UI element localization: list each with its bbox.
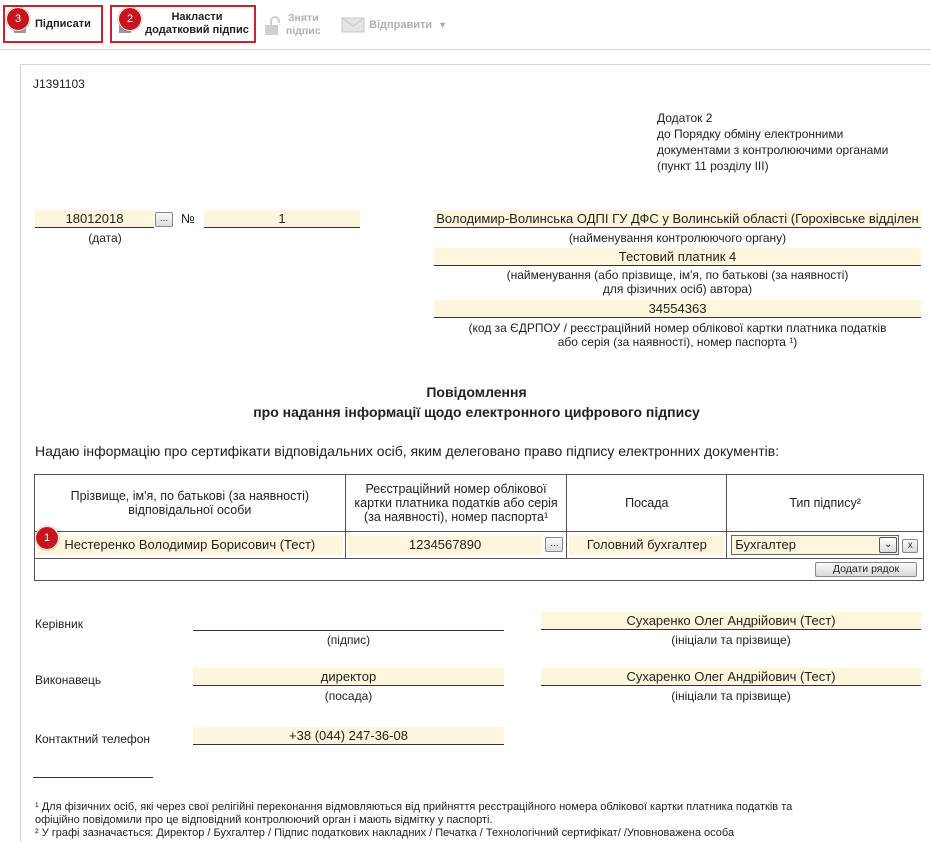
- phone-label: Контактний телефон: [35, 732, 151, 746]
- add-row-button[interactable]: Додати рядок: [815, 562, 917, 577]
- toolbar: [0, 0, 931, 50]
- header-number: Реєстраційний номер облікової картки платника податків або серія (за наявності), номер паспорта¹: [345, 475, 567, 532]
- date-picker-button[interactable]: ...: [155, 212, 173, 227]
- remove-signature-label-1: Зняти: [287, 12, 319, 24]
- sign-step-badge: 3: [6, 7, 30, 31]
- phone-field[interactable]: +38 (044) 247-36-08: [193, 727, 504, 745]
- author-caption: [434, 268, 921, 296]
- appendix-line: документами з контролюючими органами: [657, 143, 889, 157]
- appendix-line: до Порядку обміну електронними: [657, 127, 844, 141]
- head-name-caption: (ініціали та прізвище): [671, 633, 791, 647]
- table-row: [35, 532, 924, 559]
- intro-text: Надаю інформацію про сертифікати відповідальних осіб, яким делеговано право підпису електронних документів:: [35, 443, 780, 459]
- appendix-note: [657, 110, 888, 174]
- document-title: [21, 382, 931, 422]
- executor-name-caption: (ініціали та прізвище): [671, 689, 791, 703]
- document-code: J1391103: [33, 77, 85, 91]
- row-step-badge: 1: [35, 526, 59, 550]
- send-label: Відправити: [369, 18, 433, 31]
- author-field[interactable]: Тестовий платник 4: [434, 248, 921, 266]
- footnote-divider: [33, 777, 153, 778]
- date-field[interactable]: 18012018: [35, 210, 154, 228]
- signatories-table: [34, 474, 924, 581]
- authority-caption: (найменування контролюючого органу): [568, 231, 787, 245]
- send-button[interactable]: [341, 16, 447, 34]
- edrpou-caption-2: або серія (за наявності), номер паспорта ¹): [557, 335, 798, 349]
- number-field[interactable]: 1: [204, 210, 360, 228]
- edrpou-field[interactable]: 34554363: [434, 300, 921, 318]
- row-number-field[interactable]: 1234567890: [348, 535, 543, 555]
- row-name-field[interactable]: Нестеренко Володимир Борисович (Тест): [37, 535, 343, 555]
- header-signature-type: Тип підпису²: [727, 475, 924, 532]
- footnotes: [35, 801, 915, 840]
- remove-signature-button[interactable]: [262, 10, 321, 40]
- executor-label: Виконавець: [35, 673, 102, 687]
- add-signature-label-1: Накласти: [171, 11, 223, 23]
- delete-row-button[interactable]: x: [902, 539, 918, 553]
- footnote-2: ² У графі зазначається: Директор / Бухгалтер / Підпис податкових накладних / Печатка / Технологічний сертифікат/ /Уповноважена особа: [35, 827, 735, 839]
- footnote-1b: офіційно повідомили про це відповідний контролюючий орган і мають відмітку у паспорті.: [35, 814, 493, 826]
- add-signature-label-2: додатковий підпис: [145, 24, 249, 36]
- add-signature-step-badge: 2: [118, 7, 142, 31]
- header-position: Посада: [567, 475, 727, 532]
- executor-name-field[interactable]: Сухаренко Олег Андрійович (Тест): [541, 668, 921, 686]
- head-signature-line[interactable]: [193, 613, 504, 631]
- executor-position-field[interactable]: директор: [193, 668, 504, 686]
- header-name: Прізвище, ім'я, по батькові (за наявності) відповідальної особи: [35, 475, 346, 532]
- envelope-icon: [341, 17, 365, 33]
- row-position-field[interactable]: Головний бухгалтер: [569, 535, 724, 555]
- edrpou-caption-1: (код за ЄДРПОУ / реєстраційний номер облікової картки платника податків: [468, 321, 887, 335]
- date-caption: (дата): [88, 231, 122, 245]
- author-caption-2: для фізичних осіб) автора): [602, 282, 753, 296]
- signature-type-value: Бухгалтер: [735, 537, 797, 552]
- signature-type-select[interactable]: [731, 535, 899, 555]
- chevron-down-icon: ▼: [438, 19, 448, 30]
- head-name-field[interactable]: Сухаренко Олег Андрійович (Тест): [541, 612, 921, 630]
- remove-signature-label-2: підпис: [286, 25, 321, 37]
- appendix-line: Додаток 2: [657, 111, 713, 125]
- author-caption-1: (найменування (або прізвище, ім'я, по батькові (за наявності): [506, 268, 849, 282]
- chevron-down-icon: ⌄: [879, 537, 897, 553]
- unlock-icon: [262, 15, 282, 35]
- number-label: №: [181, 211, 195, 226]
- title-line-2: про надання інформації щодо електронного цифрового підпису: [253, 404, 700, 420]
- head-signature-caption: (підпис): [326, 633, 371, 647]
- head-label: Керівник: [35, 617, 83, 631]
- row-number-picker-button[interactable]: ...: [545, 537, 563, 552]
- authority-field[interactable]: Володимир-Волинська ОДПІ ГУ ДФС у Волинській області (Горохівське відділен: [434, 210, 921, 228]
- footnote-1a: ¹ Для фізичних осіб, які через свої релігійні переконання відмовляються від прийняття реєстраційного номера облікової картки платника податків та: [35, 801, 793, 813]
- appendix-line: (пункт 11 розділу ІІІ): [657, 159, 769, 173]
- title-line-1: Повідомлення: [426, 384, 527, 400]
- document-form: [20, 64, 931, 842]
- edrpou-caption: [434, 321, 921, 349]
- sign-label: Підписати: [35, 17, 91, 30]
- executor-position-caption: (посада): [324, 689, 373, 703]
